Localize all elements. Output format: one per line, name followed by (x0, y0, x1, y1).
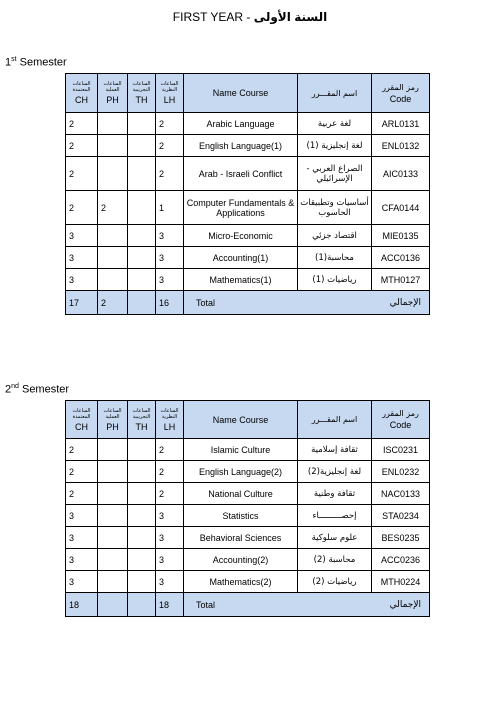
cell-lh: 2 (156, 461, 184, 483)
cell-ph (98, 549, 128, 571)
table-row (66, 247, 430, 269)
table-row (66, 461, 430, 483)
cell-arabic-name: الصراع العربي - الإسرائيلي (298, 157, 372, 191)
total-label: Total (184, 291, 298, 315)
cell-code: NAC0133 (372, 483, 430, 505)
cell-ch: 2 (66, 439, 98, 461)
cell-ch: 2 (66, 483, 98, 505)
cell-code: ISC0231 (372, 439, 430, 461)
cell-th (128, 549, 156, 571)
header-lh: الساعات النظرية LH (156, 401, 184, 439)
cell-lh: 3 (156, 527, 184, 549)
cell-arabic-name: محاسبة (2) (298, 549, 372, 571)
header-th: الساعات التجريبية TH (128, 401, 156, 439)
total-label: Total (184, 593, 298, 617)
total-row (66, 291, 430, 315)
header-th: الساعات التجريبية TH (128, 74, 156, 113)
cell-course-name: Arab - Israeli Conflict (184, 157, 298, 191)
title-english: FIRST YEAR - (172, 10, 251, 24)
cell-ph (98, 439, 128, 461)
cell-code: AIC0133 (372, 157, 430, 191)
cell-course-name: Computer Fundamentals & Applications (184, 191, 298, 225)
header-code: رمز المقرر Code (372, 74, 430, 113)
cell-course-name: English Language(2) (184, 461, 298, 483)
cell-lh: 2 (156, 439, 184, 461)
cell-ph (98, 571, 128, 593)
cell-ph (98, 505, 128, 527)
total-lh: 18 (156, 593, 184, 617)
cell-course-name: National Culture (184, 483, 298, 505)
cell-code: MTH0224 (372, 571, 430, 593)
table-row (66, 571, 430, 593)
table-row (66, 225, 430, 247)
table-row (66, 483, 430, 505)
semester-1-table (65, 73, 430, 315)
cell-lh: 2 (156, 113, 184, 135)
semester-1-heading: 1st Semester (5, 56, 67, 69)
cell-ph (98, 483, 128, 505)
table-row (66, 191, 430, 225)
header-ph: الساعات العملية PH (98, 74, 128, 113)
header-code: رمز المقرر Code (372, 401, 430, 439)
cell-course-name: Statistics (184, 505, 298, 527)
cell-code: ACC0236 (372, 549, 430, 571)
cell-ch: 3 (66, 571, 98, 593)
cell-ph (98, 135, 128, 157)
cell-arabic-name: لغة إنجليزية(2) (298, 461, 372, 483)
total-ch: 18 (66, 593, 98, 617)
table-row (66, 135, 430, 157)
cell-code: MTH0127 (372, 269, 430, 291)
cell-lh: 3 (156, 549, 184, 571)
title-arabic: السنة الأولى (253, 10, 328, 24)
cell-th (128, 135, 156, 157)
table-header-row (66, 401, 430, 439)
cell-ch: 2 (66, 113, 98, 135)
cell-ph (98, 527, 128, 549)
cell-course-name: Behavioral Sciences (184, 527, 298, 549)
cell-ch: 3 (66, 505, 98, 527)
cell-lh: 3 (156, 225, 184, 247)
cell-ch: 2 (66, 191, 98, 225)
cell-code: ACC0136 (372, 247, 430, 269)
total-label-arabic: الإجمالي (298, 593, 430, 617)
cell-ph: 2 (98, 191, 128, 225)
cell-th (128, 439, 156, 461)
cell-code: STA0234 (372, 505, 430, 527)
cell-code: CFA0144 (372, 191, 430, 225)
cell-arabic-name: لغة إنجليزية (1) (298, 135, 372, 157)
header-name-arabic: اسم المقـــرر (298, 74, 372, 113)
total-th (128, 593, 156, 617)
total-ph: 2 (98, 291, 128, 315)
table-row (66, 157, 430, 191)
cell-ph (98, 157, 128, 191)
cell-th (128, 113, 156, 135)
cell-lh: 3 (156, 505, 184, 527)
cell-course-name: Micro-Economic (184, 225, 298, 247)
header-name-course: Name Course (184, 74, 298, 113)
cell-arabic-name: علوم سلوكية (298, 527, 372, 549)
cell-th (128, 157, 156, 191)
cell-th (128, 191, 156, 225)
semester-2-heading: 2nd Semester (5, 383, 70, 396)
cell-lh: 3 (156, 571, 184, 593)
cell-lh: 1 (156, 191, 184, 225)
header-lh: الساعات النظرية LH (156, 74, 184, 113)
cell-lh: 2 (156, 135, 184, 157)
total-ch: 17 (66, 291, 98, 315)
cell-course-name: Islamic Culture (184, 439, 298, 461)
cell-course-name: Mathematics(2) (184, 571, 298, 593)
table-row (66, 439, 430, 461)
cell-arabic-name: اقتصاد جزئي (298, 225, 372, 247)
cell-course-name: Arabic Language (184, 113, 298, 135)
total-ph (98, 593, 128, 617)
cell-code: ENL0132 (372, 135, 430, 157)
cell-ph (98, 247, 128, 269)
cell-arabic-name: ثقافة وطنية (298, 483, 372, 505)
total-lh: 16 (156, 291, 184, 315)
cell-code: MIE0135 (372, 225, 430, 247)
cell-ch: 3 (66, 549, 98, 571)
semester-2-table (65, 400, 430, 617)
table-row (66, 549, 430, 571)
cell-ch: 3 (66, 247, 98, 269)
cell-th (128, 269, 156, 291)
header-ch: الساعات المعتمدة CH (66, 401, 98, 439)
cell-lh: 3 (156, 269, 184, 291)
cell-th (128, 483, 156, 505)
cell-code: ARL0131 (372, 113, 430, 135)
cell-th (128, 225, 156, 247)
cell-arabic-name: رياضيات (2) (298, 571, 372, 593)
cell-th (128, 247, 156, 269)
table-header-row (66, 74, 430, 113)
cell-ph (98, 269, 128, 291)
cell-th (128, 527, 156, 549)
table-row (66, 505, 430, 527)
table-row (66, 269, 430, 291)
cell-code: BES0235 (372, 527, 430, 549)
total-label-arabic: الإجمالي (298, 291, 430, 315)
table-row (66, 527, 430, 549)
cell-course-name: Mathematics(1) (184, 269, 298, 291)
cell-ch: 2 (66, 157, 98, 191)
cell-arabic-name: إحصـــــــــاء (298, 505, 372, 527)
header-name-arabic: اسم المقـــرر (298, 401, 372, 439)
cell-ch: 3 (66, 527, 98, 549)
cell-arabic-name: رياضيات (1) (298, 269, 372, 291)
cell-course-name: English Language(1) (184, 135, 298, 157)
cell-arabic-name: لغة عربية (298, 113, 372, 135)
cell-ch: 3 (66, 225, 98, 247)
total-row (66, 593, 430, 617)
cell-th (128, 461, 156, 483)
header-name-course: Name Course (184, 401, 298, 439)
cell-ch: 2 (66, 135, 98, 157)
cell-ph (98, 113, 128, 135)
cell-arabic-name: ثقافة إسلامية (298, 439, 372, 461)
table-row (66, 113, 430, 135)
header-ph: الساعات العملية PH (98, 401, 128, 439)
cell-course-name: Accounting(1) (184, 247, 298, 269)
cell-course-name: Accounting(2) (184, 549, 298, 571)
total-th (128, 291, 156, 315)
cell-ch: 3 (66, 269, 98, 291)
cell-ch: 2 (66, 461, 98, 483)
cell-th (128, 505, 156, 527)
header-ch: الساعات المعتمدة CH (66, 74, 98, 113)
cell-code: ENL0232 (372, 461, 430, 483)
cell-lh: 3 (156, 247, 184, 269)
cell-arabic-name: أساسيات وتطبيقات الحاسوب (298, 191, 372, 225)
cell-arabic-name: محاسبة(1) (298, 247, 372, 269)
cell-ph (98, 225, 128, 247)
cell-ph (98, 461, 128, 483)
cell-th (128, 571, 156, 593)
page-title (0, 10, 500, 24)
cell-lh: 2 (156, 483, 184, 505)
cell-lh: 2 (156, 157, 184, 191)
